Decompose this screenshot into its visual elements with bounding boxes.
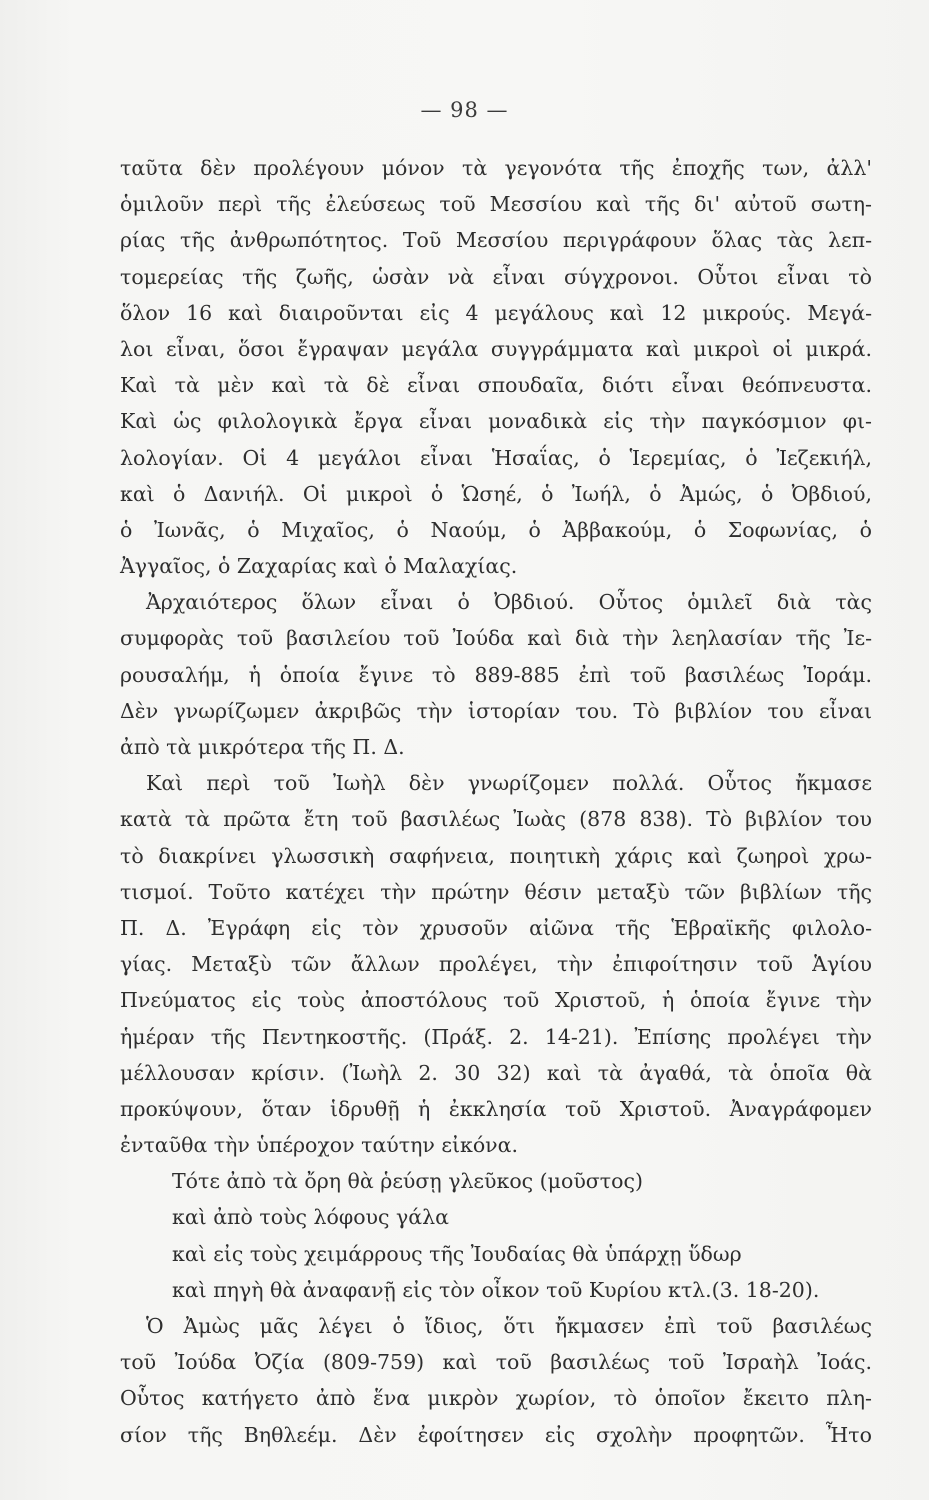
text-line: τοῦ Ἰούδα Ὀζία (809-759) καὶ τοῦ βασιλέως τοῦ Ἰσραὴλ Ἰοάς. <box>120 1350 872 1375</box>
text-line: γίας. Μεταξὺ τῶν ἄλλων προλέγει, τὴν ἐπιφοίτησιν τοῦ Ἁγίου <box>120 952 872 977</box>
text-line: ἡμέραν τῆς Πεντηκοστῆς. (Πράξ. 2. 14-21). Ἐπίσης προλέγει τὴν <box>120 1024 872 1049</box>
text-line: Καὶ ὡς φιλολογικὰ ἔργα εἶναι μοναδικὰ εἰς τὴν παγκόσμιον φι- <box>120 409 872 434</box>
text-line: ρίας τῆς ἀνθρωπότητος. Τοῦ Μεσσίου περιγράφουν ὅλας τὰς λεπ- <box>120 228 872 253</box>
text-line: Οὗτος κατήγετο ἀπὸ ἕνα μικρὸν χωρίον, τὸ ὁποῖον ἔκειτο πλη- <box>120 1386 872 1411</box>
text-line: τὸ διακρίνει γλωσσικὴ σαφήνεια, ποιητικὴ χάρις καὶ ζωηροὶ χρω- <box>120 843 872 868</box>
verse-line: καὶ πηγὴ θὰ ἀναφανῇ εἰς τὸν οἶκον τοῦ Κυρίου κτλ.(3. 18-20). <box>172 1277 820 1302</box>
text-line: τισμοί. Τοῦτο κατέχει τὴν πρώτην θέσιν μεταξὺ τῶν βιβλίων τῆς <box>120 879 872 904</box>
paragraph-start-line: Καὶ περὶ τοῦ Ἰωὴλ δὲν γνωρίζομεν πολλά. Οὗτος ἤκμασε <box>146 771 872 796</box>
verse-line: καὶ ἀπὸ τοὺς λόφους γάλα <box>172 1205 449 1230</box>
text-line: Π. Δ. Ἐγράφη εἰς τὸν χρυσοῦν αἰῶνα τῆς Ἑβραϊκῆς φιλολο- <box>120 915 872 940</box>
paragraph-start-line: Ἀρχαιότερος ὅλων εἶναι ὁ Ὀβδιού. Οὗτος ὁμιλεῖ διὰ τὰς <box>146 590 872 615</box>
text-line: συμφορὰς τοῦ βασιλείου τοῦ Ἰούδα καὶ διὰ τὴν λεηλασίαν τῆς Ἰε- <box>120 626 872 651</box>
text-line: σίον τῆς Βηθλεέμ. Δὲν ἐφοίτησεν εἰς σχολὴν προφητῶν. Ἦτο <box>120 1422 872 1447</box>
text-line: ὁμιλοῦν περὶ τῆς ἐλεύσεως τοῦ Μεσσίου καὶ τῆς δι' αὐτοῦ σωτη- <box>120 192 872 217</box>
text-line: ἐνταῦθα τὴν ὑπέροχον ταύτην εἰκόνα. <box>120 1133 518 1158</box>
text-line: λοι εἶναι, ὅσοι ἔγραψαν μεγάλα συγγράμματα καὶ μικροὶ οἱ μικρά. <box>120 336 872 361</box>
text-line: τομερείας τῆς ζωῆς, ὡσὰν νὰ εἶναι σύγχρονοι. Οὗτοι εἶναι τὸ <box>120 264 872 289</box>
verse-line: Τότε ἀπὸ τὰ ὄρη θὰ ῥεύσῃ γλεῦκος (μοῦστος) <box>172 1169 643 1194</box>
text-line: Πνεύματος εἰς τοὺς ἀποστόλους τοῦ Χριστοῦ, ἡ ὁποία ἔγινε τὴν <box>120 988 872 1013</box>
text-line: ὁ Ἰωνᾶς, ὁ Μιχαῖος, ὁ Ναούμ, ὁ Ἀββακούμ, ὁ Σοφωνίας, ὁ <box>120 517 872 542</box>
text-line: ρουσαλήμ, ἡ ὁποία ἔγινε τὸ 889-885 ἐπὶ τοῦ βασιλέως Ἰοράμ. <box>120 662 872 687</box>
page-number: — 98 — <box>420 98 509 122</box>
body-text <box>120 150 872 1453</box>
text-line: ὅλον 16 καὶ διαιροῦνται εἰς 4 μεγάλους καὶ 12 μικρούς. Μεγά- <box>120 300 872 325</box>
text-line: προκύψουν, ὅταν ἱδρυθῇ ἡ ἐκκλησία τοῦ Χριστοῦ. Ἀναγράφομεν <box>120 1096 872 1121</box>
verse-line: καὶ εἰς τοὺς χειμάρρους τῆς Ἰουδαίας θὰ ὑπάρχῃ ὕδωρ <box>172 1241 742 1266</box>
text-line: καὶ ὁ Δανιήλ. Οἱ μικροὶ ὁ Ὡσηέ, ὁ Ἰωήλ, ὁ Ἀμώς, ὁ Ὀβδιού, <box>120 481 872 506</box>
text-line: μέλλουσαν κρίσιν. (Ἰωὴλ 2. 30 32) καὶ τὰ ἀγαθά, τὰ ὁποῖα θὰ <box>120 1060 872 1085</box>
text-line: Δὲν γνωρίζωμεν ἀκριβῶς τὴν ἱστορίαν του. Τὸ βιβλίον του εἶναι <box>120 698 872 723</box>
paragraph-start-line: Ὁ Ἀμὼς μᾶς λέγει ὁ ἴδιος, ὅτι ἤκμασεν ἐπὶ τοῦ βασιλέως <box>146 1314 872 1338</box>
text-line: ἀπὸ τὰ μικρότερα τῆς Π. Δ. <box>120 735 405 759</box>
text-line: Καὶ τὰ μὲν καὶ τὰ δὲ εἶναι σπουδαῖα, διότι εἶναι θεόπνευστα. <box>120 373 872 398</box>
text-line: Ἀγγαῖος, ὁ Ζαχαρίας καὶ ὁ Μαλαχίας. <box>120 554 518 579</box>
text-line: ταῦτα δὲν προλέγουν μόνον τὰ γεγονότα τῆς ἐποχῆς των, ἀλλ' <box>120 156 872 180</box>
text-line: κατὰ τὰ πρῶτα ἔτη τοῦ βασιλέως Ἰωὰς (878 838). Τὸ βιβλίον του <box>120 807 872 832</box>
text-line: λολογίαν. Οἱ 4 μεγάλοι εἶναι Ἡσαΐας, ὁ Ἱερεμίας, ὁ Ἰεζεκιήλ, <box>120 445 872 470</box>
